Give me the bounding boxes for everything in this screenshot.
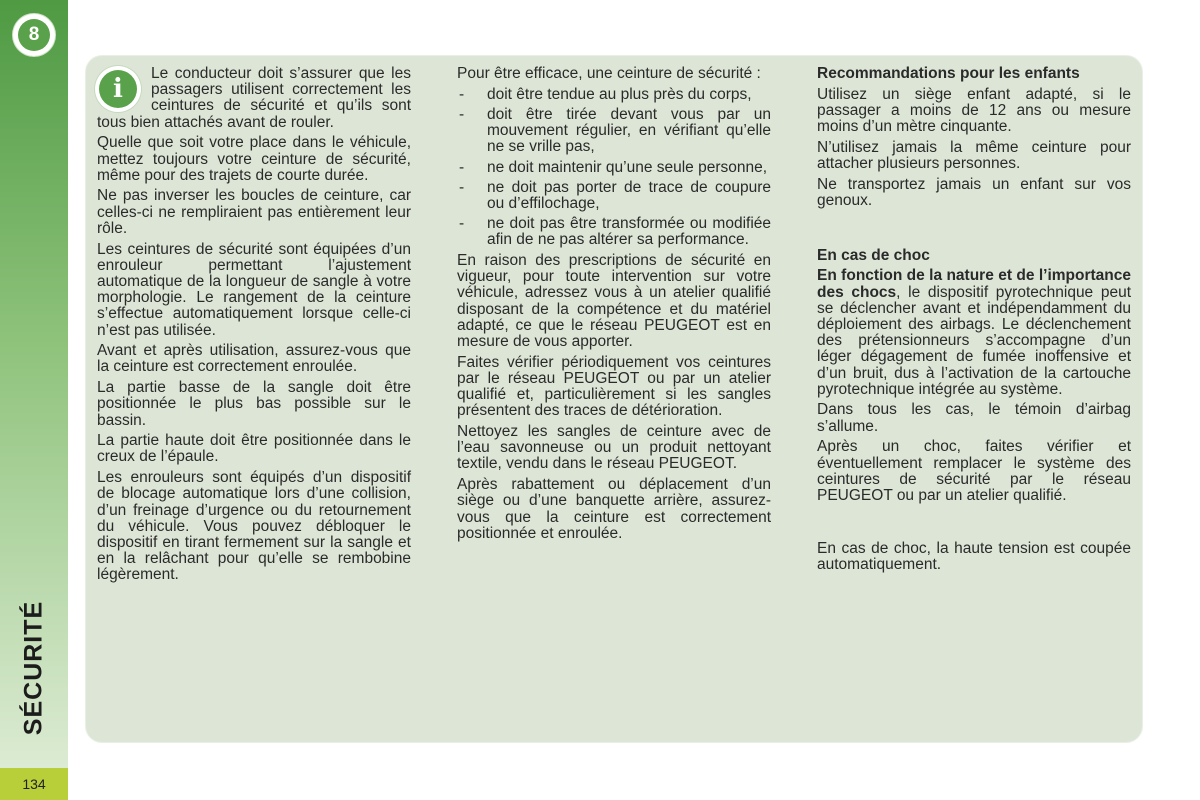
section-title: SÉCURITÉ <box>19 600 48 736</box>
children-heading: Recommandations pour les enfants <box>817 65 1080 82</box>
col1-paragraph: Ne pas inverser les boucles de ceinture, car celles-ci ne rempliraient pas entièrement leur rôle. <box>97 187 411 237</box>
col3-paragraph: N’utilisez jamais la même ceinture pour attacher plusieurs personnes. <box>817 138 1131 173</box>
col3-paragraph: Ne transportez jamais un enfant sur vos genoux. <box>817 175 1131 209</box>
col1-paragraph: Les ceintures de sécurité sont équipées d’un enrouleur permettant l’ajustement automatique de la longueur de sangle à votre morphologie. Le rangement de la ceinture s’effectue automatiquement lorsque celle-ci n’est pas utilisée. <box>97 240 411 339</box>
col1-paragraph: i Le conducteur doit s’assurer que les passagers utilisent correctement les ceintures de sécurité et qu’ils sont tous bien attachés avant de rouler. <box>97 65 411 131</box>
column-middle <box>457 66 771 546</box>
list-item: - doit être tendue au plus près du corps, <box>459 85 752 103</box>
col2-paragraph: En raison des prescriptions de sécurité en vigueur, pour toute intervention sur votre véhicule, adressez vous à un atelier qualifié disposant de la compétence et du matériel adapté, ce que le réseau PEUGEOT est en mesure de vous apporter. <box>457 252 771 351</box>
belt-requirements-list <box>457 87 771 249</box>
chapter-number: 8 <box>18 19 50 51</box>
list-item: - ne doit pas porter de trace de coupure ou d’effilochage, <box>459 178 771 212</box>
col2-intro: Pour être efficace, une ceinture de sécurité : <box>457 65 761 82</box>
column-right <box>817 66 1131 578</box>
chapter-number-badge <box>13 14 55 56</box>
col2-paragraph: Faites vérifier périodiquement vos ceintures par le réseau PEUGEOT ou par un atelier qualifié et, particulièrement si les sangles présentent des traces de détérioration. <box>457 353 771 420</box>
col3-paragraph: Utilisez un siège enfant adapté, si le passager a moins de 12 ans ou mesure moins d’un mètre cinquante. <box>817 85 1131 136</box>
col3-paragraph: Dans tous les cas, le témoin d’airbag s’allume. <box>817 401 1131 435</box>
list-item: - ne doit pas être transformée ou modifiée afin de ne pas altérer sa performance. <box>459 215 771 249</box>
page-number: 134 <box>0 768 68 800</box>
col2-paragraph: Après rabattement ou déplacement d’un siège ou d’une banquette arrière, assurez-vous que la ceinture est correctement positionnée et enroulée. <box>457 476 771 542</box>
col1-paragraph: Quelle que soit votre place dans le véhicule, mettez toujours votre ceinture de sécurité, même pour des trajets de courte durée. <box>97 134 411 184</box>
shock-heading: En cas de choc <box>817 246 930 264</box>
col3-paragraph: Après un choc, faites vérifier et éventuellement remplacer le système des ceintures de sécurité par le réseau PEUGEOT ou par un atelier qualifié. <box>817 438 1131 504</box>
col1-paragraph: La partie basse de la sangle doit être positionnée le plus bas possible sur le bassin. <box>97 379 411 429</box>
col1-paragraph: La partie haute doit être positionnée dans le creux de l’épaule. <box>97 432 411 466</box>
list-item: - ne doit maintenir qu’une seule personne, <box>459 158 768 176</box>
col1-paragraph: Avant et après utilisation, assurez-vous que la ceinture est correctement enroulée. <box>97 342 411 376</box>
col3-final-note: En cas de choc, la haute tension est coupée automatiquement. <box>817 539 1131 573</box>
column-left <box>97 66 411 588</box>
info-icon: i <box>95 66 141 112</box>
list-item: - doit être tirée devant vous par un mouvement régulier, en vérifiant qu’elle ne se vrille pas, <box>459 105 771 156</box>
col1-paragraph: Les enrouleurs sont équipés d’un dispositif de blocage automatique lors d’une collision, d’un freinage d’urgence ou du retournement du véhicule. Vous pouvez débloquer le dispositif en tirant fermement sur la sangle et en la relâchant pour qu’elle se rembobine légèrement. <box>97 469 411 584</box>
col3-paragraph: En fonction de la nature et de l’importance des chocs, le dispositif pyrotechnique peut se déclencher avant et indépendamment du déploiement des airbags. Le déclenchement des prétensionneurs s’accompagne d’un léger dégagement de fumée inoffensive et d’un bruit, dus à l’activation de la cartouche pyrotechnique intégrée au système. <box>817 267 1132 398</box>
col2-paragraph: Nettoyez les sangles de ceinture avec de l’eau savonneuse ou un produit nettoyant textile, vendu dans le réseau PEUGEOT. <box>457 423 771 473</box>
